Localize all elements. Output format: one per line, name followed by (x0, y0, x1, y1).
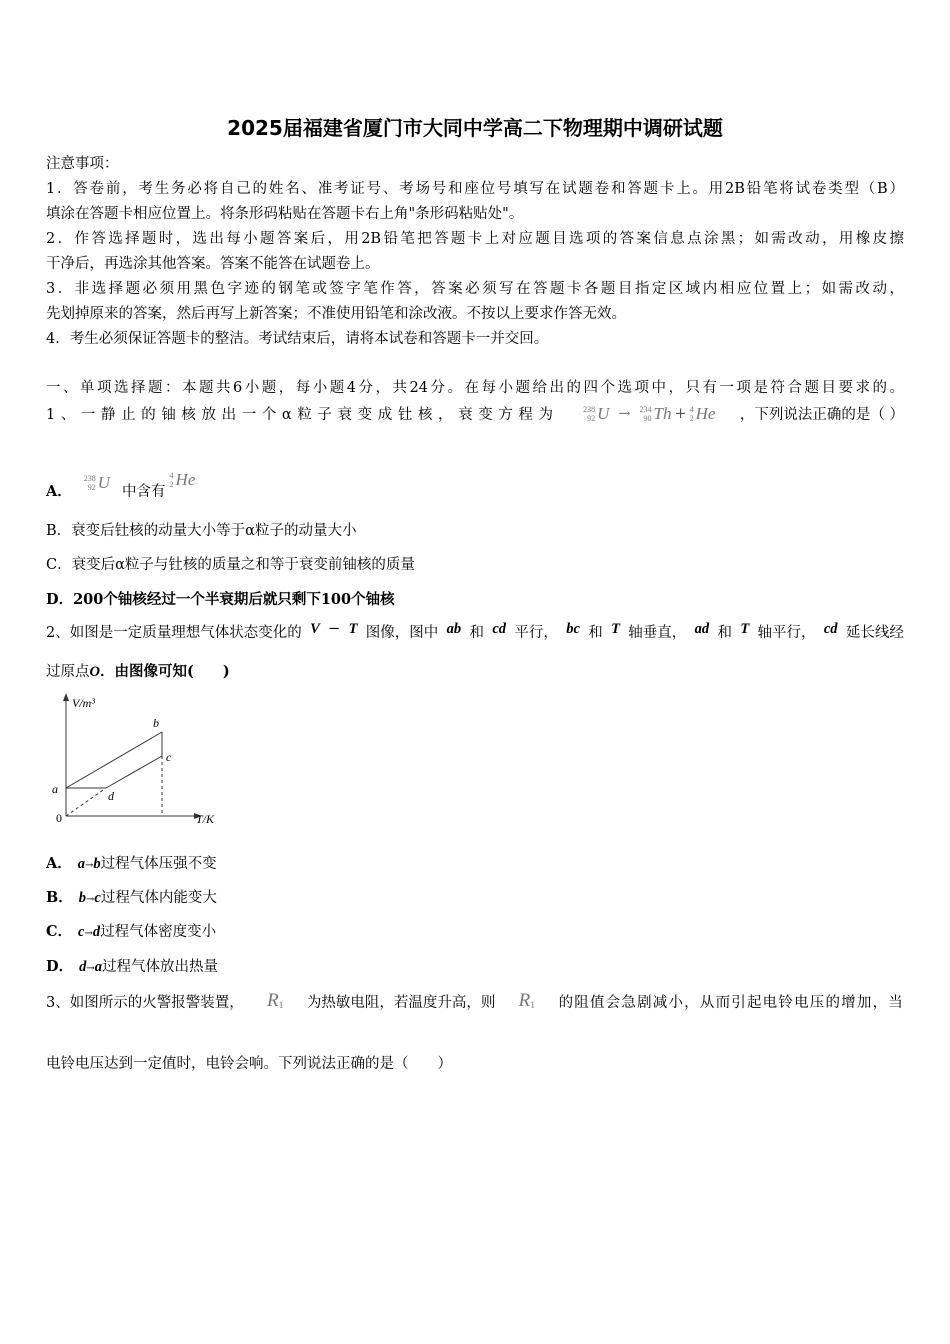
q1-equation (583, 404, 715, 424)
option-text: 中含有 (122, 484, 166, 500)
q2-option-a: A． a→b过程气体压强不变 (46, 855, 217, 872)
q3-text: 的阻值会急剧减小，从而引起电铃电压的增加，当 (558, 995, 904, 1011)
r1-symbol: R 1 (518, 990, 536, 1011)
q2-text: 过原点 (46, 664, 90, 680)
q2-text: 和 (588, 625, 603, 641)
uranium-nuclide: 238 92 U (83, 472, 111, 492)
helium-nuclide: 4 2 He (169, 469, 196, 489)
q2-text: − (328, 621, 341, 637)
q2-symbol: ab (446, 621, 462, 637)
notice-line: 干净后，再选涂其他答案。答案不能答在试题卷上。 (46, 256, 380, 272)
q2-text: 延长线经 (845, 625, 904, 641)
q2-text: 平行， (514, 625, 558, 641)
page-title: 2025届福建省厦门市大同中学高二下物理期中调研试题 (227, 116, 723, 140)
notice-line: 2．作答选择题时，选出每小题答案后，用2B铅笔把答题卡上对应题目选项的答案信息点涂黑；如需改动，用橡皮擦 (46, 231, 904, 247)
q2-symbol: T (611, 621, 620, 637)
point-b-label: b (153, 716, 159, 730)
q3-text: 为热敏电阻，若温度升高，则 (306, 995, 496, 1011)
notice-line: 填涂在答题卡相应位置上。将条形码粘贴在答题卡右上角"条形码粘贴处"。 (46, 206, 524, 222)
q1-option-b: B．衰变后钍核的动量大小等于α粒子的动量大小 (46, 523, 357, 539)
q2-option-c: C． c→d过程气体密度变小 (46, 923, 217, 940)
q2-symbol: ad (694, 621, 710, 637)
x-axis-label: T/K (196, 812, 215, 826)
notice-heading: 注意事项： (46, 156, 119, 172)
q2-text: 2、如图是一定质量理想气体状态变化的 (46, 625, 302, 641)
q2-stem-line2 (46, 660, 230, 681)
y-axis-label: V/m³ (72, 696, 95, 710)
q3-text: 3、如图所示的火警报警装置， (46, 995, 244, 1011)
point-a-label: a (52, 782, 58, 796)
notice-line: 3．非选择题必须用黑色字迹的钢笔或签字笔作答，答案必须写在答题卡各题目指定区域内相应位置上；如需改动， (46, 281, 904, 297)
q1-stem (46, 403, 904, 424)
r1-symbol: R 1 (266, 990, 284, 1011)
q1-option-d: D．200个铀核经过一个半衰期后就只剩下100个铀核 (46, 591, 395, 608)
line-cd-extension (66, 788, 106, 816)
origin-symbol: O (89, 664, 100, 680)
origin-label: 0 (56, 811, 62, 825)
line-cd (106, 756, 162, 788)
arrow-symbol: → (618, 405, 631, 422)
q2-text: 轴平行， (757, 625, 816, 641)
y-axis-arrow (63, 693, 69, 701)
line-ab (66, 732, 162, 788)
vt-graph (46, 690, 226, 830)
q2-symbol: T (348, 621, 358, 637)
q2-text: ．由图像可知( ) (99, 663, 230, 680)
point-d-label: d (108, 789, 114, 803)
q2-symbol: bc (566, 621, 580, 637)
point-c-label: c (166, 750, 172, 764)
notice-line: 4．考生必须保证答题卡的整洁。考试结束后，请将本试卷和答题卡一并交回。 (46, 331, 549, 347)
section-heading: 一、单项选择题：本题共6小题，每小题4分，共24分。在每小题给出的四个选项中，只有一项是符合题目要求的。 (46, 380, 904, 396)
q2-option-b: B． b→c过程气体内能变大 (46, 889, 217, 906)
q1-stem-text: 1、一静止的铀核放出一个α粒子衰变成钍核，衰变方程为 (46, 407, 559, 423)
q1-option-a (46, 458, 195, 501)
notice-line: 先划掉原来的答案，然后再写上新答案；不准使用铅笔和涂改液。不按以上要求作答无效。 (46, 306, 626, 322)
thorium-nuclide: 234 90 Th (639, 403, 672, 423)
q2-symbol: V (310, 621, 320, 637)
q2-text: 轴垂直， (628, 625, 687, 641)
q1-option-c: C．衰变后α粒子与钍核的质量之和等于衰变前铀核的质量 (46, 557, 415, 573)
q3-stem (46, 990, 904, 1012)
q2-symbol: T (740, 621, 750, 637)
q2-symbol: cd (823, 621, 838, 637)
q3-stem-line2: 电铃电压达到一定值时，电铃会响。下列说法正确的是（ ） (46, 1056, 452, 1072)
q2-symbol: cd (492, 621, 507, 637)
uranium-nuclide: 238 92 U (583, 403, 610, 423)
option-label: A． (46, 483, 72, 500)
q2-stem (46, 621, 904, 642)
helium-nuclide: 4 2 He (689, 403, 716, 423)
q2-text: 和 (469, 625, 484, 641)
notice-line: 1．答卷前，考生务必将自己的姓名、准考证号、考场号和座位号填写在试题卷和答题卡上。用2B铅笔将试卷类型（B） (46, 181, 904, 197)
q2-text: 图像，图中 (365, 625, 439, 641)
q2-text: 和 (717, 625, 732, 641)
q1-stem-end: ，下列说法正确的是（ ） (739, 407, 904, 423)
plus-symbol: + (674, 405, 687, 422)
q2-option-d: D． d→a过程气体放出热量 (46, 958, 218, 975)
